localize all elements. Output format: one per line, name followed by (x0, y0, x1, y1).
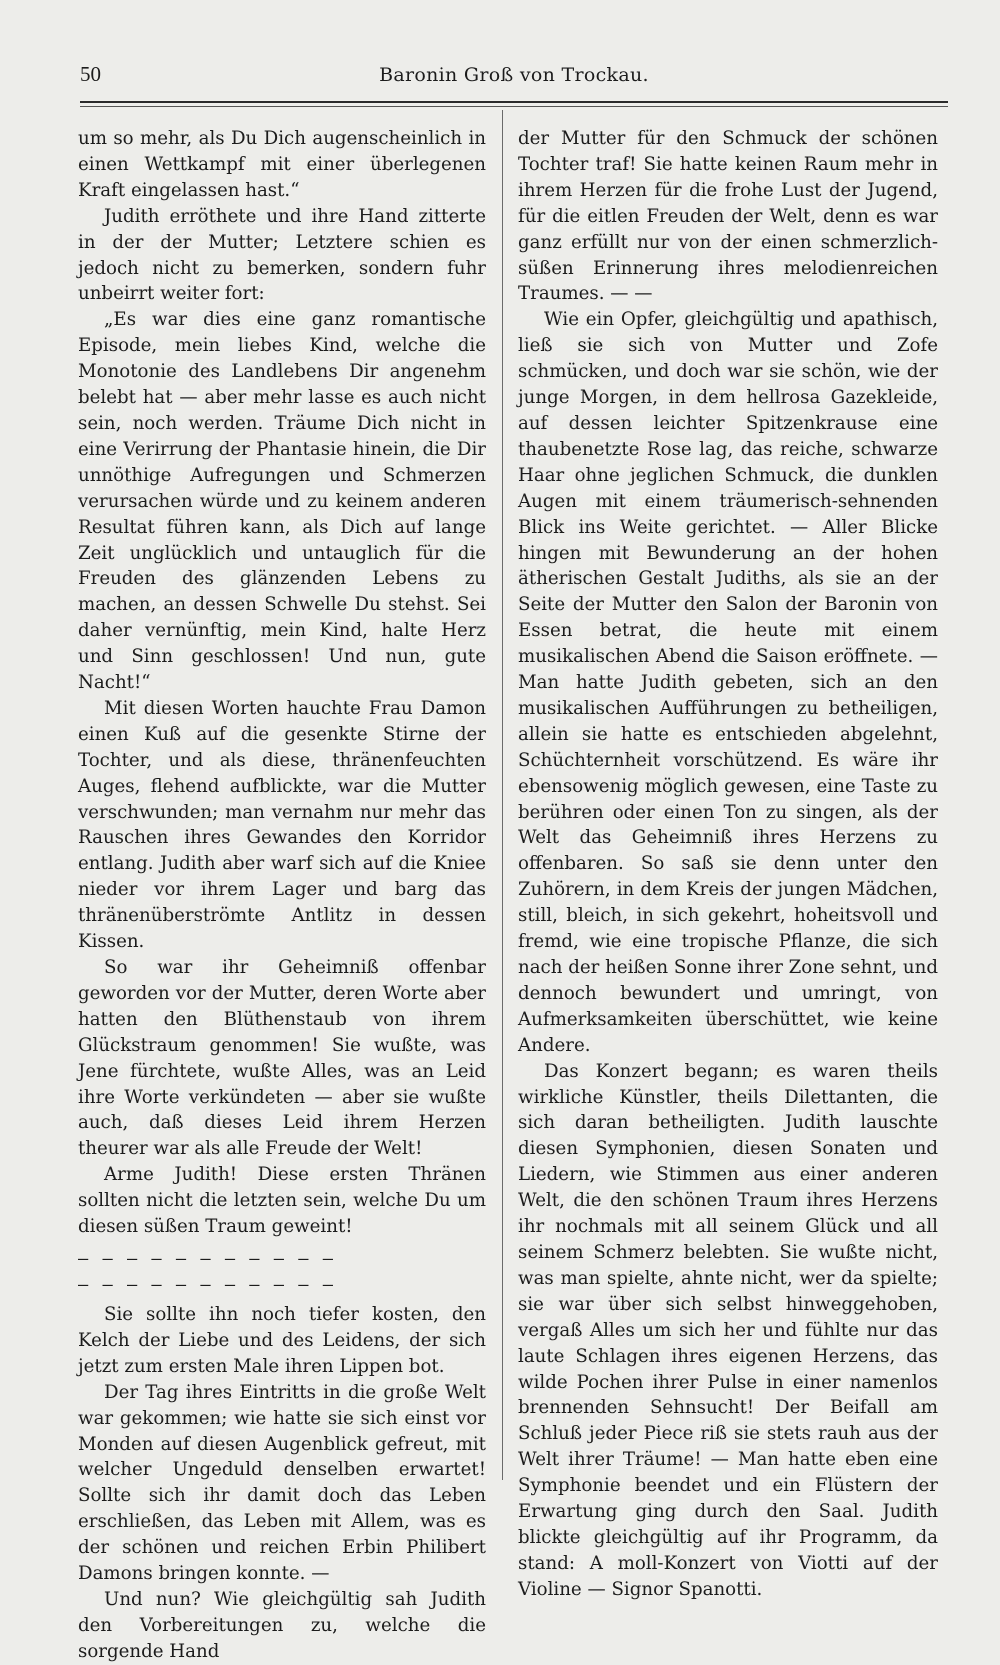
section-break (78, 1246, 486, 1298)
header-rule (80, 101, 948, 103)
paragraph: Das Konzert begann; es waren theils wirkliche Künstler, theils Dilettanten, die sich daran betheiligten. Judith lauschte diesen Symphonien, diesen Sonaten und Liedern, wie Stimmen aus einer anderen Welt, die den schönen Traum ihres Herzens ihr nochmals mit all seinem Glück und all seinem Schmerz belebten. Sie wußte nicht, was man spielte, ahnte nicht, wer da spielte; sie war über sich selbst hinweggehoben, vergaß Alles um sich her und fühlte nur das laute Schlagen ihres eigenen Herzens, das wilde Pochen ihrer Pulse in einer namenlos brennenden Sehnsucht! Der Beifall am Schluß jeder Piece riß sie stets rauh aus der Welt ihrer Träume! — Man hatte eben eine Symphonie beendet und ein Flüstern der Erwartung ging durch den Saal. Judith blickte gleichgültig auf ihr Programm, da stand: A moll-Konzert von Viotti auf der Violine — Signor Spanotti. (518, 1060, 938, 1600)
paragraph: Sie sollte ihn noch tiefer kosten, den Kelch der Liebe und des Leidens, der sich jetzt zum ersten Male ihren Lippen bot. (78, 1303, 486, 1377)
column-divider (502, 110, 503, 1480)
paragraph: der Mutter für den Schmuck der schönen Tochter traf! Sie hatte keinen Raum mehr in ihrem Herzen für die frohe Lust der Jugend, für die eitlen Freuden der Welt, denn es war ganz erfüllt nur von der einen schmerzlich-süßen Erinnerung ihres melodienreichen Traumes. — — (518, 128, 938, 305)
running-head: Baronin Groß von Trockau. (379, 64, 649, 86)
paragraph: Der Tag ihres Eintritts in die große Welt war gekommen; wie hatte sie sich einst vor Monden auf diesen Augenblick gefreut, mit welcher Ungeduld denselben erwartet! Sollte sich ihr damit doch das Leben erschließen, das Leben mit Allem, was es der schönen und reichen Erbin Philibert Damons bringen konnte. — (78, 1381, 486, 1585)
dash-line: — — — — — — — — — — — (78, 1274, 335, 1295)
header-rule-thin (80, 106, 948, 107)
left-column (78, 126, 486, 1665)
paragraph: Wie ein Opfer, gleichgültig und apathisch, ließ sie sich von Mutter und Zofe schmücken, und doch war sie schön, wie der junge Morgen, in dem hellrosa Gazekleide, auf dessen leichter Spitzenkrause eine thaubenetzte Rose lag, das reiche, schwarze Haar ohne jeglichen Schmuck, die dunklen Augen mit einem träumerisch-sehnenden Blick ins Weite gerichtet. — Aller Blicke hingen mit Bewunderung an der hohen ätherischen Gestalt Judiths, als sie an der Seite der Mutter den Salon der Baronin von Essen betrat, die heute mit einem musikalischen Abend die Saison eröffnete. — Man hatte Judith gebeten, sich an den musikalischen Aufführungen zu betheiligen, allein sie hatte es entschieden abgelehnt, Schüchternheit vorschützend. Es wäre ihr ebensowenig möglich gewesen, eine Taste zu berühren oder einen Ton zu singen, als der Welt das Geheimniß ihres Herzens zu offenbaren. So saß sie denn unter den Zuhörern, in dem Kreis der jungen Mädchen, still, bleich, in sich gekehrt, hoheitsvoll und fremd, wie eine tropische Pflanze, die sich nach der heißen Sonne ihrer Zone sehnt, und dennoch bewundert und umringt, von Aufmerksamkeiten überschüttet, wie keine Andere. (518, 309, 938, 1056)
right-column (518, 126, 938, 1603)
paragraph: Judith erröthete und ihre Hand zitterte in der der Mutter; Letztere schien es jedoch nicht zu bemerken, sondern fuhr unbeirrt weiter fort: (78, 205, 486, 305)
paragraph: um so mehr, als Du Dich augenscheinlich in einen Wettkampf mit einer überlegenen Kraft eingelassen hast.“ (78, 128, 486, 201)
paragraph: „Es war dies eine ganz romantische Episode, mein liebes Kind, welche die Monotonie des Landlebens Dir angenehm belebt hat — aber mehr lasse es auch nicht sein, noch werden. Träume Dich nicht in eine Verirrung der Phantasie hinein, die Dir unnöthige Aufregungen und Schmerzen verursachen würde und zu keinem anderen Resultat führen kann, als Dich auf lange Zeit unglücklich und untauglich für die Freuden des glänzenden Lebens zu machen, an dessen Schwelle Du stehst. Sei daher vernünftig, mein Kind, halte Herz und Sinn geschlossen! Und nun, gute Nacht!“ (78, 309, 486, 694)
dash-line: — — — — — — — — — — — (78, 1248, 335, 1269)
paragraph: Arme Judith! Diese ersten Thränen sollten nicht die letzten sein, welche Du um diesen süßen Traum geweint! (78, 1164, 486, 1238)
page-header (80, 62, 948, 92)
paragraph: Mit diesen Worten hauchte Frau Damon einen Kuß auf die gesenkte Stirne der Tochter, und als diese, thränenfeuchten Auges, flehend aufblickte, war die Mutter verschwunden; man vernahm nur mehr das Rauschen ihres Gewandes den Korridor entlang. Judith aber warf sich auf die Kniee nieder vor ihrem Lager und barg das thränenüberströmte Antlitz in dessen Kissen. (78, 697, 486, 953)
paragraph: So war ihr Geheimniß offenbar geworden vor der Mutter, deren Worte aber hatten den Blüthenstaub von ihrem Glückstraum genommen! Sie wußte, was Jene fürchtete, wußte Alles, was an Leid ihre Worte verkündeten — aber sie wußte auch, daß dieses Leid ihrem Herzen theurer war als alle Freude der Welt! (78, 957, 486, 1160)
paragraph: Und nun? Wie gleichgültig sah Judith den Vorbereitungen zu, welche die sorgende Hand (78, 1588, 486, 1662)
page-number: 50 (80, 62, 101, 86)
